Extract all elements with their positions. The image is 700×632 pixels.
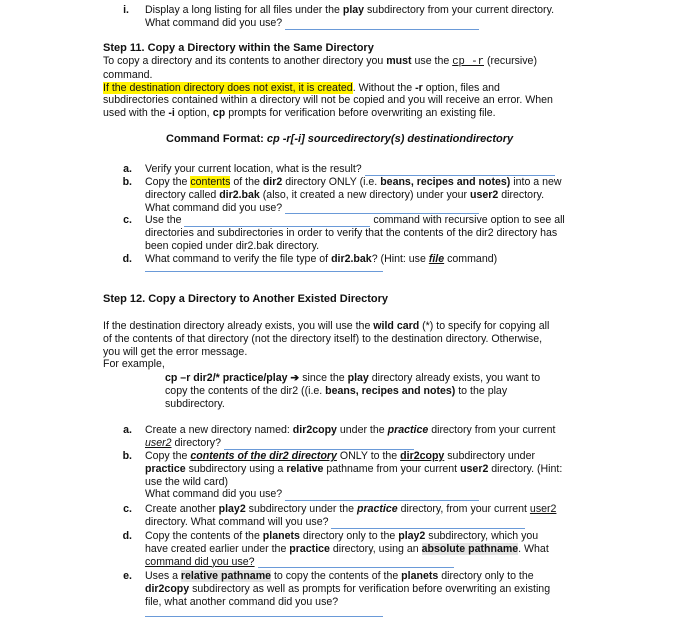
step11-paragraph: To copy a directory and its contents to another directory you must use the cp -r (recursive) command. If the destination directory does not exist, it is created. Without the -r option, files and subdirectories contained within a directory will not be copied and you will receive an error. When used with the -i option, cp prompts for verification before overwriting an existing file.: [103, 55, 553, 121]
step11-b-text: Copy the contents of the dir2 directory ONLY (i.e. beans, recipes and notes) into a new directory called dir2.bak (also, it created a new directory) under your user2 directory. What command did you use?: [145, 176, 562, 214]
item-i-number: i.: [123, 4, 129, 16]
answer-line[interactable]: [331, 528, 525, 529]
highlight-text: If the destination directory does not exist, it is created: [103, 81, 353, 94]
step12-paragraph: If the destination directory already exists, you will use the wild card (*) to specify for copying all of the contents of that directory (not the directory itself) to the destination directory. Otherwise, you will get the error message. For example,: [103, 320, 550, 371]
step11-d-number: d.: [122, 253, 132, 265]
step12-heading: Step 12. Copy a Directory to Another Existed Directory: [103, 293, 389, 305]
step12-c-text: Create another play2 subdirectory under the practice directory, from your current user2 directory. What command will you use?: [145, 503, 557, 528]
answer-line[interactable]: [258, 567, 454, 568]
step12-d-number: d.: [122, 530, 132, 542]
step12-a-text: Create a new directory named: dir2copy under the practice directory from your current user2 directory?: [145, 424, 556, 449]
step12-e-number: e.: [123, 570, 132, 582]
answer-line[interactable]: [285, 500, 479, 501]
step11-heading: Step 11. Copy a Directory within the Same Directory: [103, 42, 374, 54]
command-format: Command Format: cp -r[-i] sourcedirectory(s) destinationdirectory: [166, 133, 514, 145]
item-i-text: Display a long listing for all files under the play subdirectory from your current directory. What command did you use?: [145, 4, 555, 29]
step11-b-number: b.: [122, 176, 132, 188]
step12-e-text: Uses a relative pathname to copy the contents of the planets directory only to the dir2copy subdirectory as well as prompts for verification before overwriting an existing file, what another command did you use?: [145, 570, 605, 617]
step12-example: cp –r dir2/* practice/play ➔ since the play directory already exists, you want to copy the contents of the dir2 ((i.e. beans, recipes and notes) to the play subdirectory.: [165, 372, 541, 410]
step12-d-text: Copy the contents of the planets directory only to the play2 subdirectory, which you have created earlier under the practice directory, using an absolute pathname. What command did you use?: [145, 530, 549, 568]
step12-b-text: Copy the contents of the dir2 directory ONLY to the dir2copy subdirectory under practice subdirectory using a relative pathname from your current user2 directory. (Hint: use the wild card) What command did you use?: [145, 450, 563, 501]
answer-line[interactable]: [145, 271, 383, 272]
step11-c-number: c.: [123, 214, 132, 226]
step11-a-number: a.: [123, 163, 132, 175]
step12-b-number: b.: [122, 450, 132, 462]
answer-line[interactable]: [285, 29, 479, 30]
arrow-icon: ➔: [287, 372, 303, 384]
step11-c-text: Use the command with recursive option to see all directories and subdirectories in order to verify that the contents of the dir2 directory has been copied under dir2.bak directory.: [145, 214, 565, 252]
step12-a-number: a.: [123, 424, 132, 436]
step11-d-text: What command to verify the file type of dir2.bak? (Hint: use file command): [145, 253, 605, 272]
step12-c-number: c.: [123, 503, 132, 515]
answer-line[interactable]: [145, 616, 383, 617]
step11-a-text: Verify your current location, what is the result?: [145, 163, 605, 176]
